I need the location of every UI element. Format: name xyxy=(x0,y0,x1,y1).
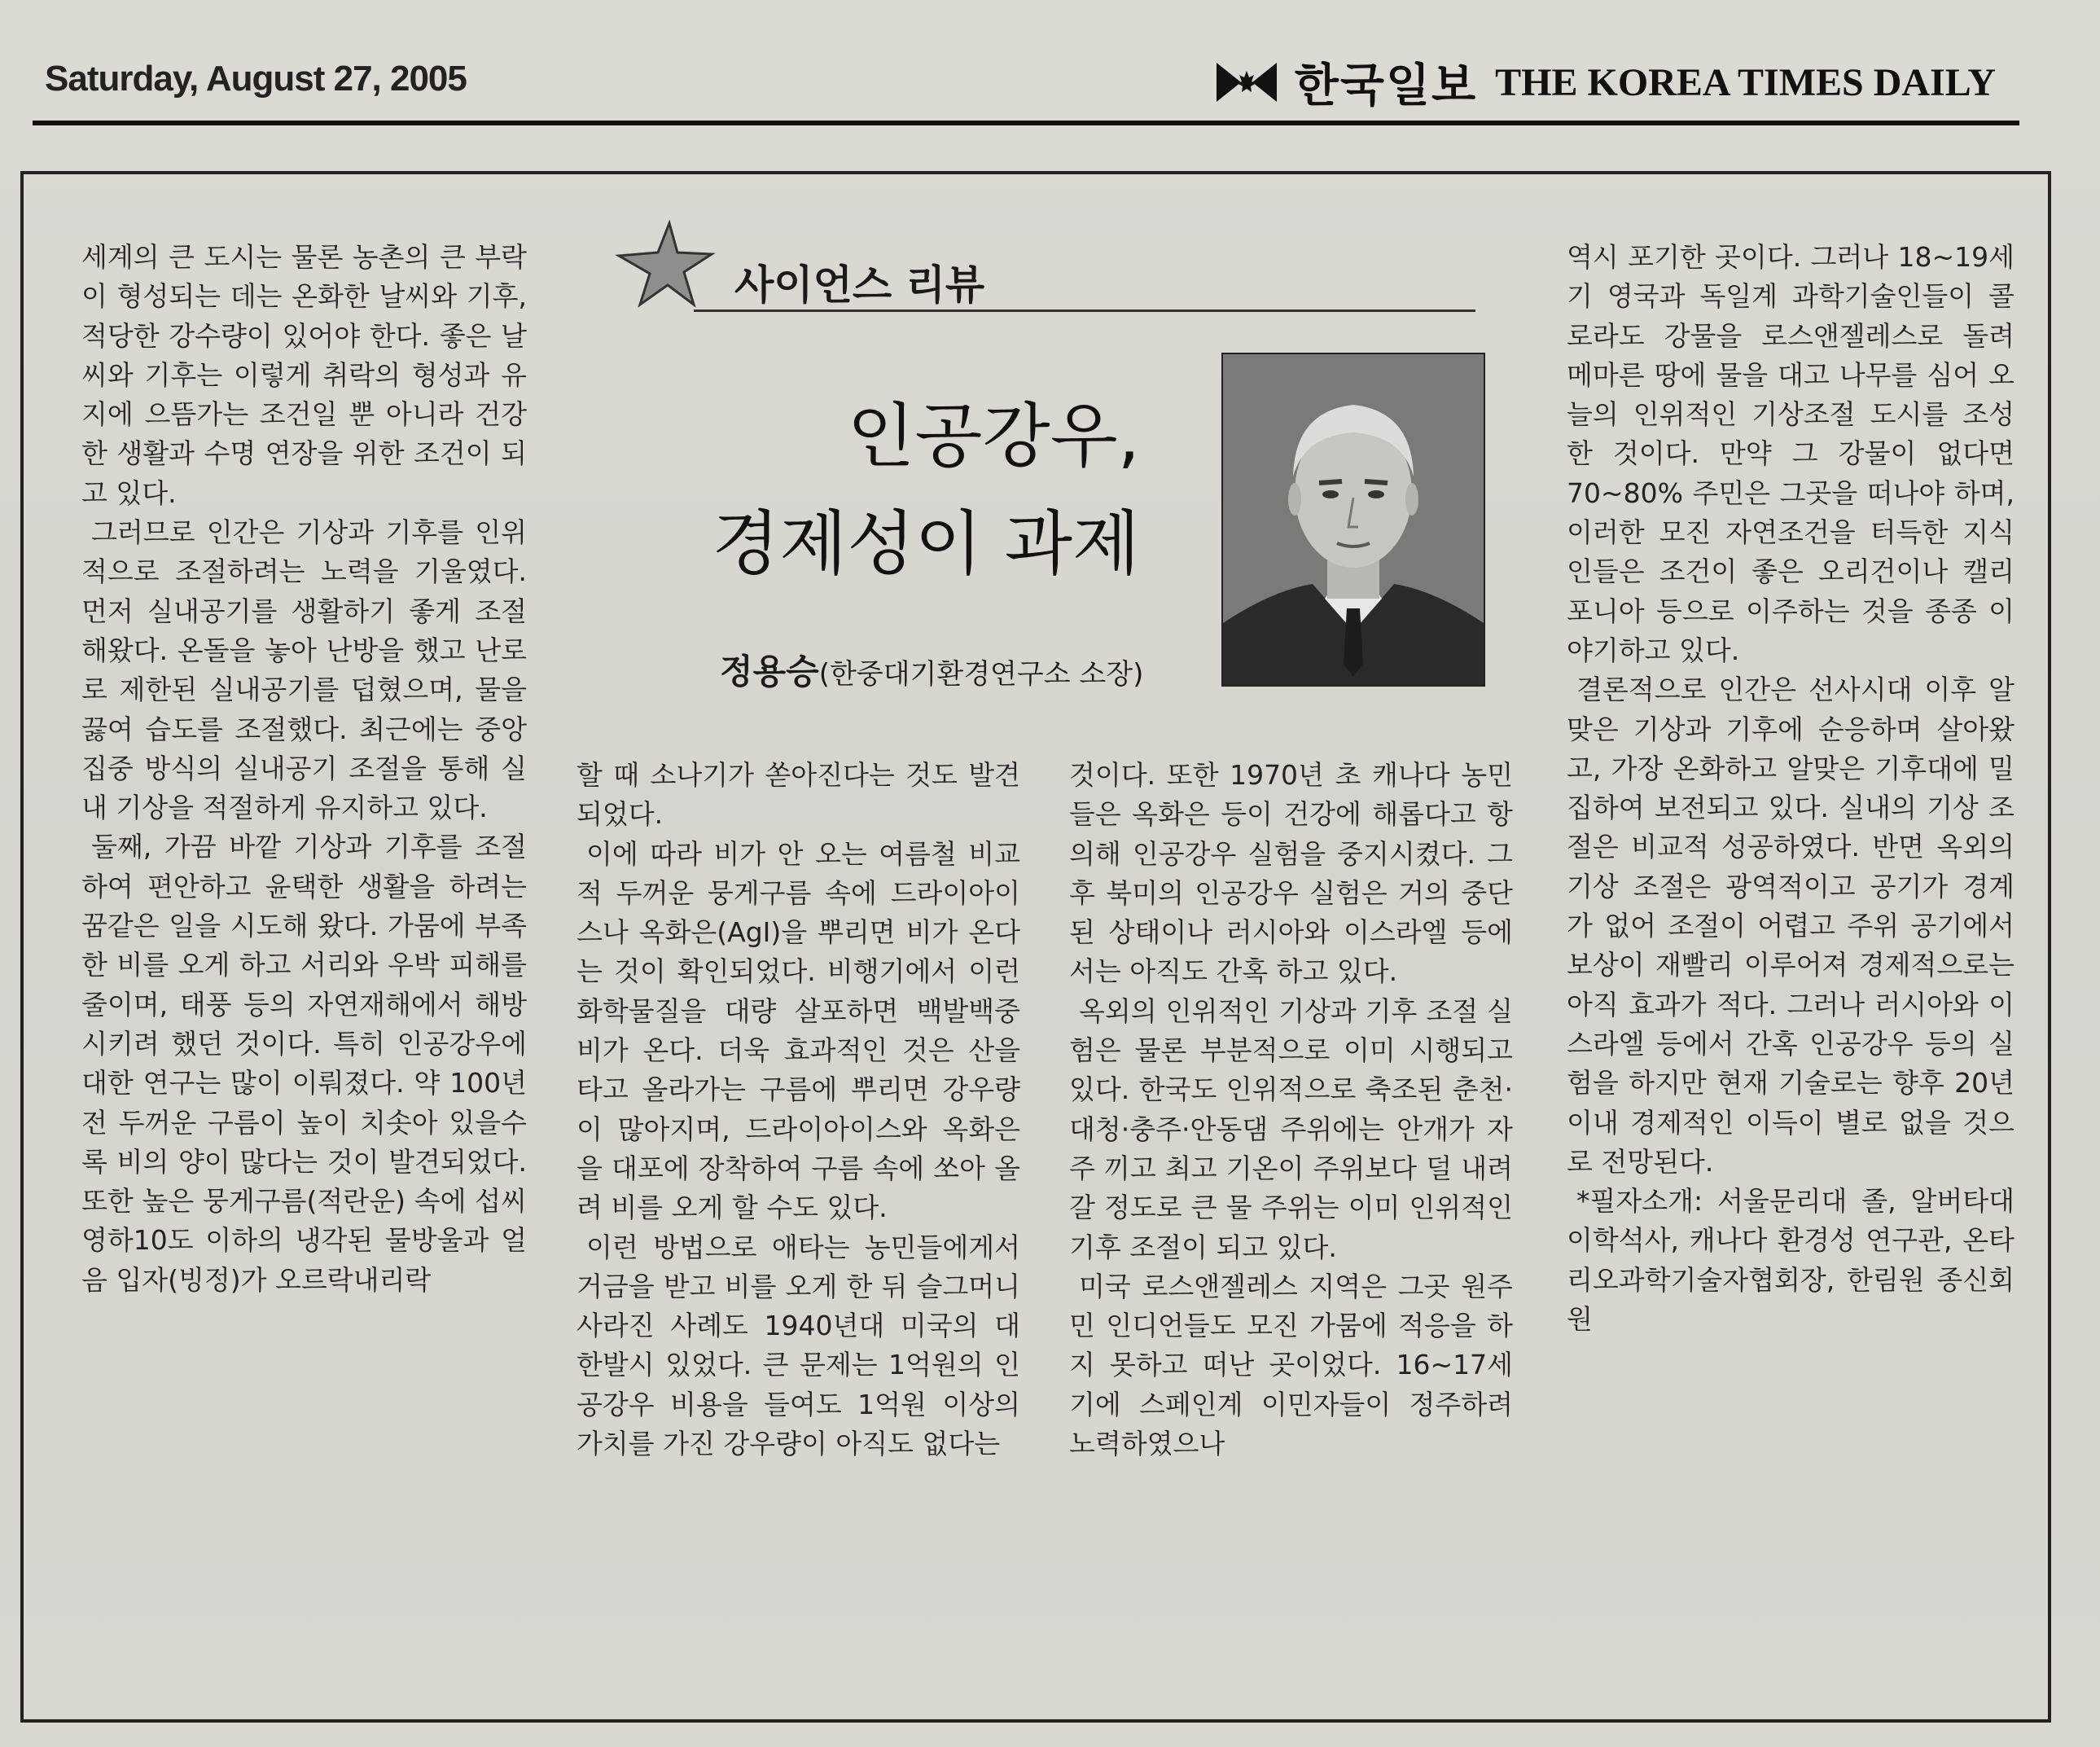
author-portrait xyxy=(1221,353,1485,687)
paragraph: 미국 로스앤젤레스 지역은 그곳 원주민 인디언들도 모진 가뭄에 적응을 하지 못하고 떠난 곳이었다. 16~17세기에 스페인계 이민자들이 정주하려 노력하였으나 xyxy=(1069,1270,1513,1460)
paragraph: 이에 따라 비가 안 오는 여름철 비교적 두꺼운 뭉게구름 속에 드라이아이스나 옥화은(AgI)을 뿌리면 비가 온다는 것이 확인되었다. 비행기에서 이런 화학물질을 대량 살포하면 백발백중 비가 온다. 더욱 효과적인 것은 산을 타고 올라가는 구름에 뿌리면 강우량이 많아지며, 드라이아이스와 옥화은을 대포에 장착하여 구름 속에 쏘아 올려 비를 오게 할 수도 있다. xyxy=(577,837,1020,1224)
article-column-4 xyxy=(1567,238,2015,1339)
article-column-1 xyxy=(81,238,527,1300)
headline-line-1: 인공강우, xyxy=(847,396,1140,477)
bowtie-maple-leaf-logo-icon xyxy=(1217,63,1277,102)
newspaper-name-english: THE KOREA TIMES DAILY xyxy=(1495,60,1996,104)
paragraph: 둘째, 가끔 바깥 기상과 기후를 조절하여 편안하고 윤택한 생활을 하려는 꿈같은 일을 시도해 왔다. 가뭄에 부족한 비를 오게 하고 서리와 우박 피해를 줄이며, 태풍 등의 자연재해에서 해방시키려 했던 것이다. 특히 인공강우에 대한 연구는 많이 이뤄졌다. 약 100년 전 두꺼운 구름이 높이 치솟아 있을수록 비의 양이 많다는 것이 발견되었다. 또한 높은 뭉게구름(적란운) 속에 섭씨 영하10도 이하의 냉각된 물방울과 얼음 입자(빙정)가 오르락내리락 xyxy=(81,831,527,1296)
section-rule xyxy=(694,309,1475,312)
section-title: 사이언스 리뷰 xyxy=(734,261,985,309)
author-bio: *필자소개: 서울문리대 졸, 알버타대 이학석사, 캐나다 환경성 연구관, 온타리오과학기술자협회장, 한림원 종신회원 xyxy=(1567,1185,2015,1336)
section-rubric xyxy=(612,220,1475,318)
headline xyxy=(700,383,1140,598)
author-name: 정용승 xyxy=(720,652,819,691)
article-column-3 xyxy=(1069,756,1513,1464)
paragraph: 것이다. 또한 1970년 초 캐나다 농민들은 옥화은 등이 건강에 해롭다고 항의해 인공강우 실험을 중지시켰다. 그후 북미의 인공강우 실험은 거의 중단된 상태이나 러시아와 이스라엘 등에서는 아직도 간혹 하고 있다. xyxy=(1069,759,1513,988)
issue-date: Saturday, August 27, 2005 xyxy=(45,59,467,99)
paragraph: 할 때 소나기가 쏟아진다는 것도 발견되었다. xyxy=(577,759,1020,831)
paragraph: 역시 포기한 곳이다. 그러나 18~19세기 영국과 독일계 과학기술인들이 콜로라도 강물을 로스앤젤레스로 돌려 메마른 땅에 물을 대고 나무를 심어 오늘의 인위적인 기상조절 도시를 조성한 것이다. 만약 그 강물이 없다면 70~80% 주민은 그곳을 떠나야 하며, 이러한 모진 자연조건을 터득한 지식인들은 조건이 좋은 오리건이나 캘리포니아 등으로 이주하는 것을 종종 이야기하고 있다. xyxy=(1567,241,2015,666)
headline-line-2: 경제성이 과제 xyxy=(712,503,1140,585)
star-icon xyxy=(612,220,718,309)
masthead xyxy=(1217,54,1996,111)
header-rule xyxy=(33,121,2019,125)
paragraph: 옥외의 인위적인 기상과 기후 조절 실험은 물론 부분적으로 이미 시행되고 있다. 한국도 인위적으로 축조된 춘천·대청·충주·안동댐 주위에는 안개가 자주 끼고 최고 기온이 주위보다 덜 내려갈 정도로 큰 물 주위는 이미 인위적인 기후 조절이 되고 있다. xyxy=(1069,994,1513,1263)
paragraph: 결론적으로 인간은 선사시대 이후 알맞은 기상과 기후에 순응하며 살아왔고, 가장 온화하고 알맞은 기후대에 밀집하여 보전되고 있다. 실내의 기상 조절은 비교적 성공하였다. 반면 옥외의 기상 조절은 광역적이고 공기가 경계가 없어 조절이 어렵고 주위 공기에서 보상이 재빨리 이루어져 경제적으로는 아직 효과가 적다. 그러나 러시아와 이스라엘 등에서 간혹 인공강우 등의 실험을 하지만 현재 기술로는 향후 20년 이내 경제적인 이득이 별로 없을 것으로 전망된다. xyxy=(1567,674,2015,1178)
newspaper-name-korean: 한국일보 xyxy=(1294,59,1478,112)
paragraph: 이런 방법으로 애타는 농민들에게서 거금을 받고 비를 오게 한 뒤 슬그머니 사라진 사례도 1940년대 미국의 대 한발시 있었다. 큰 문제는 1억원의 인공강우 비용을 들여도 1억원 이상의 가치를 가진 강우량이 아직도 없다는 xyxy=(577,1231,1020,1460)
paragraph: 그러므로 인간은 기상과 기후를 인위적으로 조절하려는 노력을 기울였다. 먼저 실내공기를 생활하기 좋게 조절해왔다. 온돌을 놓아 난방을 했고 난로로 제한된 실내공기를 덥혔으며, 물을 끓여 습도를 조절했다. 최근에는 중앙 집중 방식의 실내공기 조절을 통해 실내 기상을 적절하게 유지하고 있다. xyxy=(81,516,527,824)
paragraph: 세계의 큰 도시는 물론 농촌의 큰 부락이 형성되는 데는 온화한 날씨와 기후, 적당한 강수량이 있어야 한다. 좋은 날씨와 기후는 이렇게 취락의 형성과 유지에 으뜸가는 조건일 뿐 아니라 건강한 생활과 수명 연장을 위한 조건이 되고 있다. xyxy=(81,241,527,509)
article-column-2 xyxy=(577,756,1020,1464)
byline xyxy=(720,645,1143,694)
author-title: (한중대기환경연구소 소장) xyxy=(818,658,1144,691)
